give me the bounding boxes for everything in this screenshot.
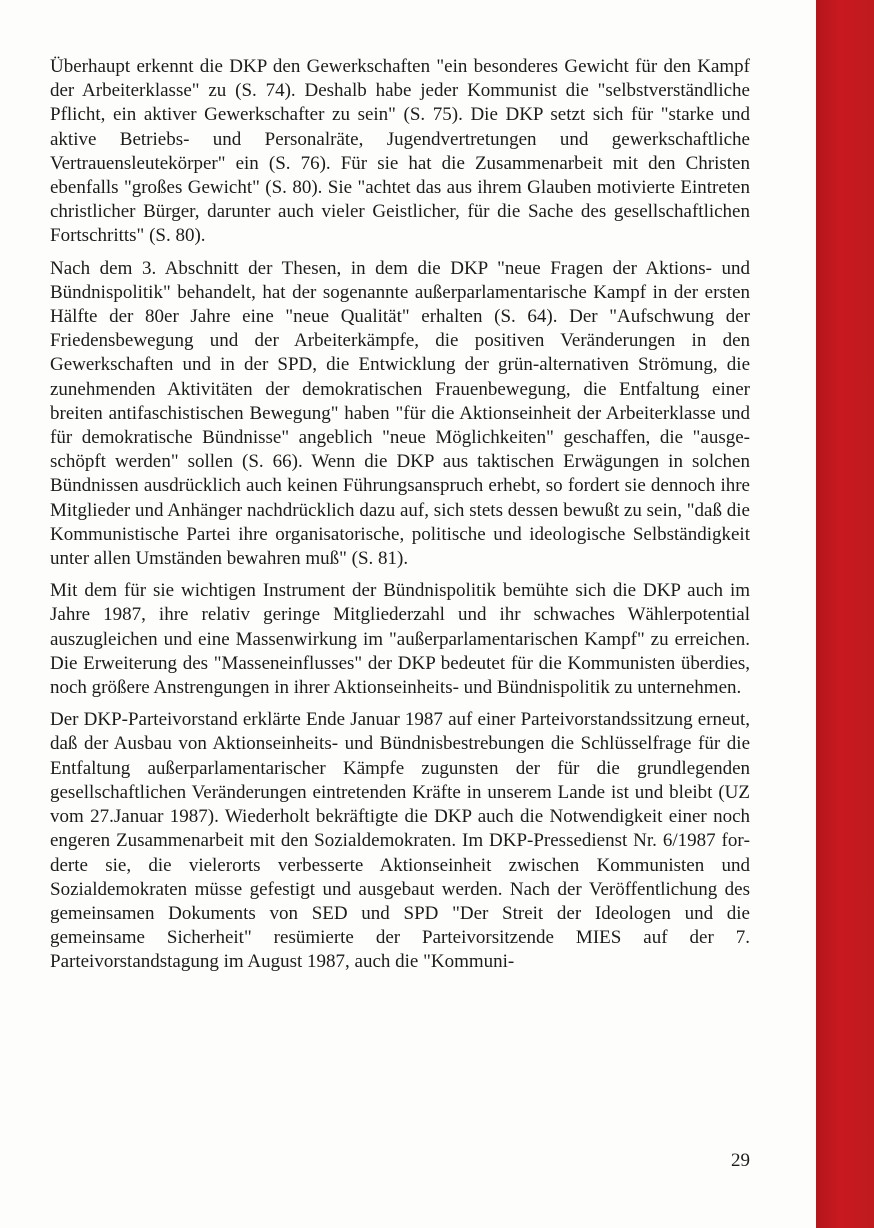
paragraph-3: Mit dem für sie wichtigen Instrument der Bündnispolitik bemühte sich die DKP auch im Jahre 1987, ihre relativ geringe Mitgliederzahl und ihr schwaches Wählerpotential auszugleichen und eine Massenwirkung im "außerparlamentarischen Kampf" zu erreichen. Die Erweiterung des "Masseneinflusses" der DKP bedeutet für die Kommunisten überdies, noch größere Anstrengungen in ihrer Aktionseinheits- und Bündnispolitik zu unternehmen. <box>50 580 750 699</box>
paragraph-4: Der DKP-Parteivorstand erklärte Ende Januar 1987 auf einer Parteivorstandssitzung erneut, daß der Ausbau von Aktionseinheits- und Bündnisbestrebungen die Schlüsselfrage für die Entfaltung außerparlamentarischer Kämpfe zugunsten der für die grundlegenden gesellschaftlichen Veränderungen eintretenden Kräfte in unserem Lande ist und bleibt (UZ vom 27.Januar 1987). Wiederholt bekräftigte die DKP auch die Notwendigkeit einer noch engeren Zusammenarbeit mit den Sozialdemokraten. Im DKP-Pressedienst Nr. 6/1987 forderte sie, die vielerorts verbesserte Aktionseinheit zwischen Kommunisten und Sozialdemokraten müsse gefestigt und ausgebaut werden. Nach der Veröffentlichung des gemeinsamen Dokuments von SED und SPD "Der Streit der Ideologen und die gemeinsame Sicherheit" resümierte der Parteivorsitzende MIES auf der 7. Parteivorstandstagung im August 1987, auch die "Kommuni- <box>50 709 750 973</box>
page-number: 29 <box>731 1150 750 1171</box>
red-edge-bar <box>816 0 874 1228</box>
body-text <box>50 55 750 983</box>
paragraph-2: Nach dem 3. Abschnitt der Thesen, in dem die DKP "neue Fragen der Aktions- und Bündnispolitik" behandelt, hat der sogenannte außerparlamentarische Kampf in der ersten Hälfte der 80er Jahre eine "neue Qualität" erhalten (S. 64). Der "Aufschwung der Friedensbewegung und der Arbeiterkämpfe, die positiven Veränderungen in den Gewerkschaften und in der SPD, die Entwicklung der grün-alternativen Strömung, die zunehmenden Aktivitäten der demokratischen Frauenbewegung, die Entfaltung einer breiten antifaschistischen Bewegung" haben "für die Aktionseinheit der Arbeiterklasse und für demokratische Bündnisse" angeblich "neue Möglichkeiten" geschaffen, die "ausgeschöpft werden" sollen (S. 66). Wenn die DKP aus taktischen Erwägungen in solchen Bündnissen ausdrücklich auch keinen Führungsanspruch erhebt, so fordert sie dennoch ihre Mitglieder und Anhänger nachdrücklich dazu auf, sich stets dessen bewußt zu sein, "daß die Kommunistische Partei ihre organisatorische, politische und ideologische Selbständigkeit unter allen Umständen bewahren muß" (S. 81). <box>50 257 750 570</box>
paragraph-1: Überhaupt erkennt die DKP den Gewerkschaften "ein besonderes Gewicht für den Kampf der Arbeiterklasse" zu (S. 74). Deshalb habe jeder Kommunist die "selbstverständliche Pflicht, ein aktiver Gewerkschafter zu sein" (S. 75). Die DKP setzt sich für "starke und aktive Betriebs- und Personalräte, Jugendvertretungen und gewerkschaftliche Vertrauensleutekörper" ein (S. 76). Für sie hat die Zusammenarbeit mit den Christen ebenfalls "großes Gewicht" (S. 80). Sie "achtet das aus ihrem Glauben motivierte Eintreten christlicher Bürger, darunter auch vieler Geistlicher, für die Sache des gesellschaftlichen Fortschritts" (S. 80). <box>50 56 750 247</box>
